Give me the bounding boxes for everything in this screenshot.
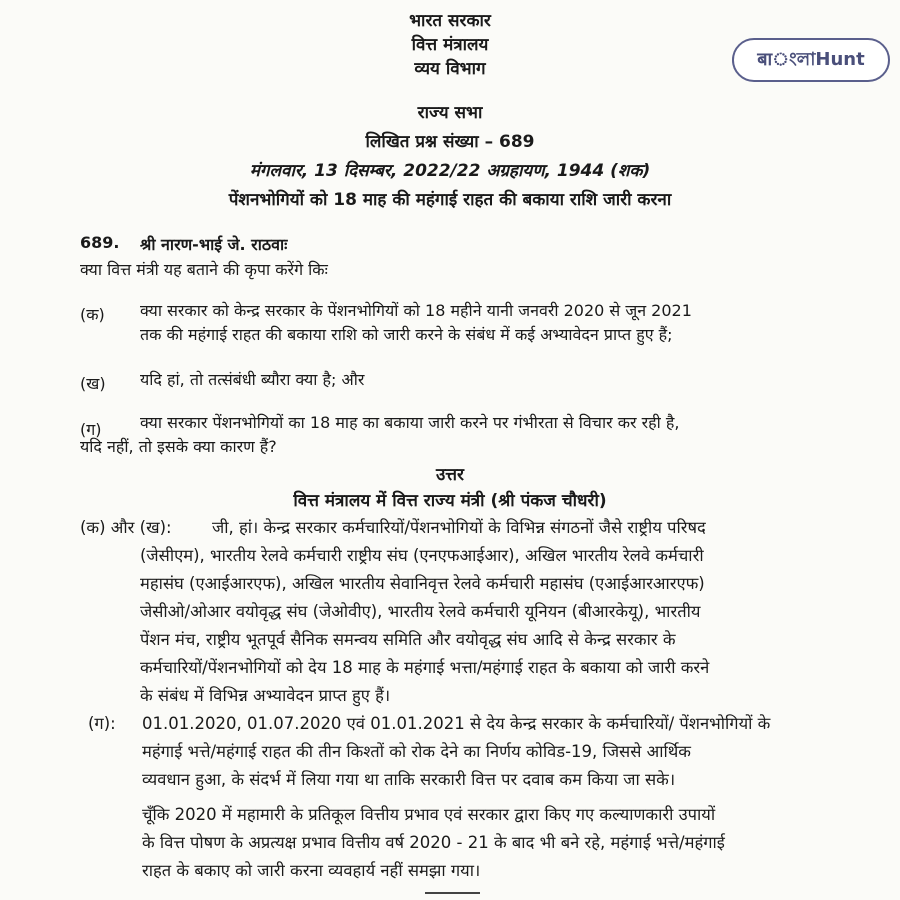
answer-minister: वित्त मंत्रालय में वित्त राज्य मंत्री (श्री पंकज चौधरी) xyxy=(293,491,607,511)
question-subject: पेंशनभोगियों को 18 माह की महंगाई राहत की बकाया राशि जारी करना xyxy=(228,190,672,210)
answer-line: कर्मचारियों/पेंशनभोगियों को देय 18 माह के महंगाई भत्ता/महंगाई राहत के बकाया को जारी करने xyxy=(140,658,710,677)
answer-line: जेसीओ/ओआर वयोवृद्ध संघ (जेओवीए), भारतीय रेलवे कर्मचारी यूनियन (बीआरकेयू), भारतीय xyxy=(140,602,701,621)
answer-line: के संबंध में विभिन्न अभ्यावेदन प्राप्त हुए हैं। xyxy=(140,686,391,705)
department-header: व्यय विभाग xyxy=(414,59,486,79)
answer-part-c-label: (ग): xyxy=(88,714,116,733)
question-date: मंगलवार, 13 दिसम्बर, 2022/22 अग्रहायण, 1944 (शक) xyxy=(249,161,651,181)
answer-line: पेंशन मंच, राष्ट्रीय भूतपूर्व सैनिक समन्वय समिति और वयोवृद्ध संघ आदि से केन्द्र सरकार के xyxy=(140,630,676,649)
question-item-line: यदि नहीं, तो इसके क्या कारण हैं? xyxy=(80,437,277,456)
question-item-label: (क) xyxy=(80,305,105,324)
end-divider xyxy=(425,892,480,894)
question-item-line: यदि हां, तो तत्संबंधी ब्यौरा क्या है; और xyxy=(140,370,365,389)
brand-logo-text: बाংলাHunt xyxy=(757,48,865,70)
answer-line: महासंघ (एआईआरएफ), अखिल भारतीय सेवानिवृत्त रेलवे कर्मचारी महासंघ (एआईआरआरएफ) xyxy=(140,574,705,593)
question-intro: क्या वित्त मंत्री यह बताने की कृपा करेंगे किः xyxy=(80,260,328,279)
question-number: 689. xyxy=(80,233,120,252)
answer-line: महंगाई भत्ते/महंगाई राहत की तीन किश्तों को रोक देने का निर्णय कोविड-19, जिससे आर्थिक xyxy=(142,742,691,761)
answer-line: राहत के बकाए को जारी करना व्यवहार्य नहीं समझा गया। xyxy=(142,861,481,880)
answer-heading: उत्तर xyxy=(435,465,465,485)
answer-part-ab-label: (क) और (ख): xyxy=(80,518,172,537)
answer-line: चूँकि 2020 में महामारी के प्रतिकूल वित्तीय प्रभाव एवं सरकार द्वारा किए गए कल्याणकारी उपायों xyxy=(142,805,716,824)
question-item-line: क्या सरकार को केन्द्र सरकार के पेंशनभोगियों को 18 महीने यानी जनवरी 2020 से जून 2021 xyxy=(140,301,692,320)
answer-line: 01.01.2020, 01.07.2020 एवं 01.01.2021 से देय केन्द्र सरकार के कर्मचारियों/ पेंशनभोगियों के xyxy=(142,714,771,733)
answer-line: व्यवधान हुआ, के संदर्भ में लिया गया था ताकि सरकारी वित्त पर दवाब कम किया जा सके। xyxy=(142,770,676,789)
question-member: श्री नारण-भाई जे. राठवाः xyxy=(140,235,288,254)
question-item-line: क्या सरकार पेंशनभोगियों का 18 माह का बकाया जारी करने पर गंभीरता से विचार कर रही है, xyxy=(140,413,680,432)
govt-header: भारत सरकार xyxy=(409,11,491,31)
answer-line: जी, हां। केन्द्र सरकार कर्मचारियों/पेंशनभोगियों के विभिन्न संगठनों जैसे राष्ट्रीय परिषद xyxy=(212,518,706,537)
question-item-label: (ग) xyxy=(80,420,102,439)
question-item-line: तक की महंगाई राहत की बकाया राशि को जारी करने के संबंध में कई अभ्यावेदन प्राप्त हुए हैं; xyxy=(140,325,673,344)
ministry-header: वित्त मंत्रालय xyxy=(411,35,489,55)
answer-line: (जेसीएम), भारतीय रेलवे कर्मचारी राष्ट्रीय संघ (एनएफआईआर), अखिल भारतीय रेलवे कर्मचारी xyxy=(140,546,704,565)
question-number-title: लिखित प्रश्न संख्या – 689 xyxy=(365,132,535,152)
house-title: राज्य सभा xyxy=(417,103,483,123)
question-item-label: (ख) xyxy=(80,374,106,393)
answer-line: के वित्त पोषण के अप्रत्यक्ष प्रभाव वित्तीय वर्ष 2020 - 21 के बाद भी बने रहे, महंगाई भत्ते/महंगाई xyxy=(142,833,725,852)
